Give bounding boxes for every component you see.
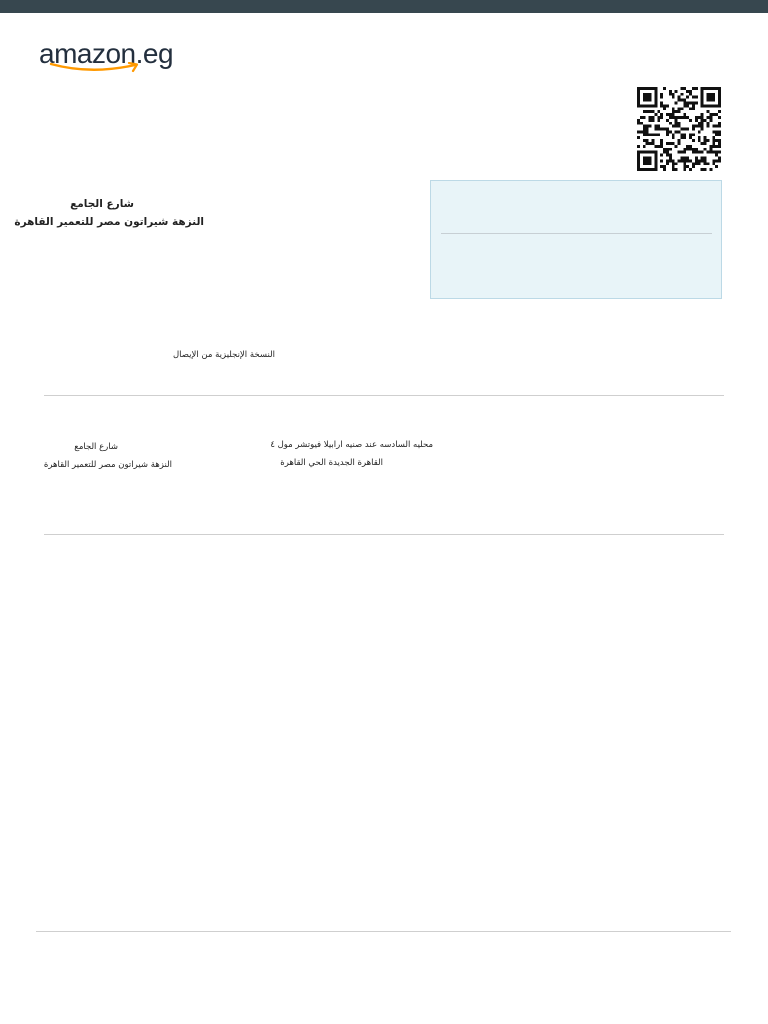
- footer-divider: [36, 931, 731, 932]
- qr-code-icon: [635, 87, 723, 171]
- section-divider-top: [44, 395, 724, 396]
- amazon-logo: [39, 38, 179, 78]
- seller-address-line1-top: شارع الجامع: [70, 198, 134, 210]
- info-box-divider: [441, 233, 712, 234]
- logo-text: amazon.eg: [39, 38, 174, 69]
- seller-address-line2: النزهة شيراتون مصر للتعمير القاهرة: [43, 460, 172, 470]
- top-bar: [0, 0, 768, 13]
- delivery-address-line1: محليه السادسه عند صنيه ارابيلا فيوتشر مول ٤: [270, 440, 433, 450]
- info-box: [430, 180, 722, 299]
- seller-address-line2-top: النزهة شيراتون مصر للتعمير القاهرة: [14, 216, 204, 228]
- seller-address-line1: شارع الجامع: [74, 442, 118, 452]
- amazon-smile-icon: [49, 62, 141, 74]
- delivery-address-line2: القاهرة الجديدة الحي القاهرة: [280, 458, 383, 468]
- section-divider-bottom: [44, 534, 724, 535]
- receipt-english-version-note: النسخة الإنجليزية من الإيصال: [172, 350, 275, 360]
